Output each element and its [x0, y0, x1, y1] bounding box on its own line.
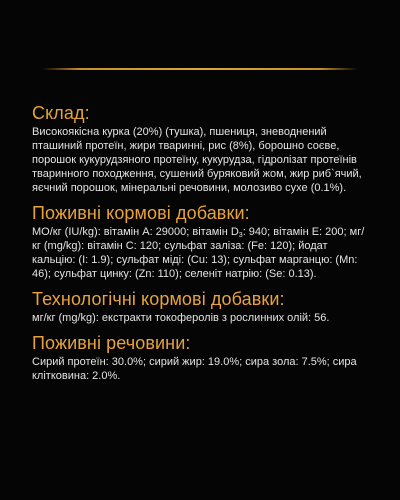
technological-additives-section: [32, 289, 372, 325]
nutritional-additives-section: [32, 203, 372, 281]
nutritional-additives-heading: Поживні кормові добавки:: [32, 203, 250, 223]
vitamins-text-part-2: : 940; вітамін Е: 200; мг/кг (mg/kg): вітамін С: 120; сульфат заліза: (Fe: 120); йодат кальцію: (I: 1.9); сульфат міді: (Cu: 13); сульфат марганцю: (Mn: 46); сульфат цинку: (Zn: 110); селеніт натрію: (Se: 0.13).: [32, 226, 365, 280]
vitamins-text-part-1: МО/кг (IU/kg): вітамін А: 29000; вітамін D: [32, 226, 239, 238]
technological-additives-text: мг/кг (mg/kg): екстракти токоферолів з рослинних олій: 56.: [32, 312, 330, 324]
gold-divider-line: [42, 68, 358, 70]
nutrients-section: [32, 333, 372, 383]
composition-heading: Склад:: [32, 103, 90, 123]
composition-text: Високоякісна курка (20%) (тушка), пшениця, зневоднений пташиний протеїн, жири тваринні, рис (8%), борошно соєве, порошок кукурудзяного протеїну, кукурудза, гідролізат протеїнів тваринного походження, сушений буряковий жом, жир риб`ячий, яєчний порошок, мінеральні речовини, молозиво сухе (0.1%).: [32, 126, 362, 194]
nutrients-heading: Поживні речовини:: [32, 333, 191, 353]
composition-section: [32, 103, 372, 195]
vitamin-d-subscript: 3: [238, 232, 243, 239]
technological-additives-heading: Технологічні кормові добавки:: [32, 289, 285, 309]
label-content: [32, 103, 372, 383]
nutrients-text: Сирий протеїн: 30.0%; сирий жир: 19.0%; сира зола: 7.5%; сира клітковина: 2.0%.: [32, 356, 357, 382]
nutritional-additives-text: [32, 225, 372, 281]
